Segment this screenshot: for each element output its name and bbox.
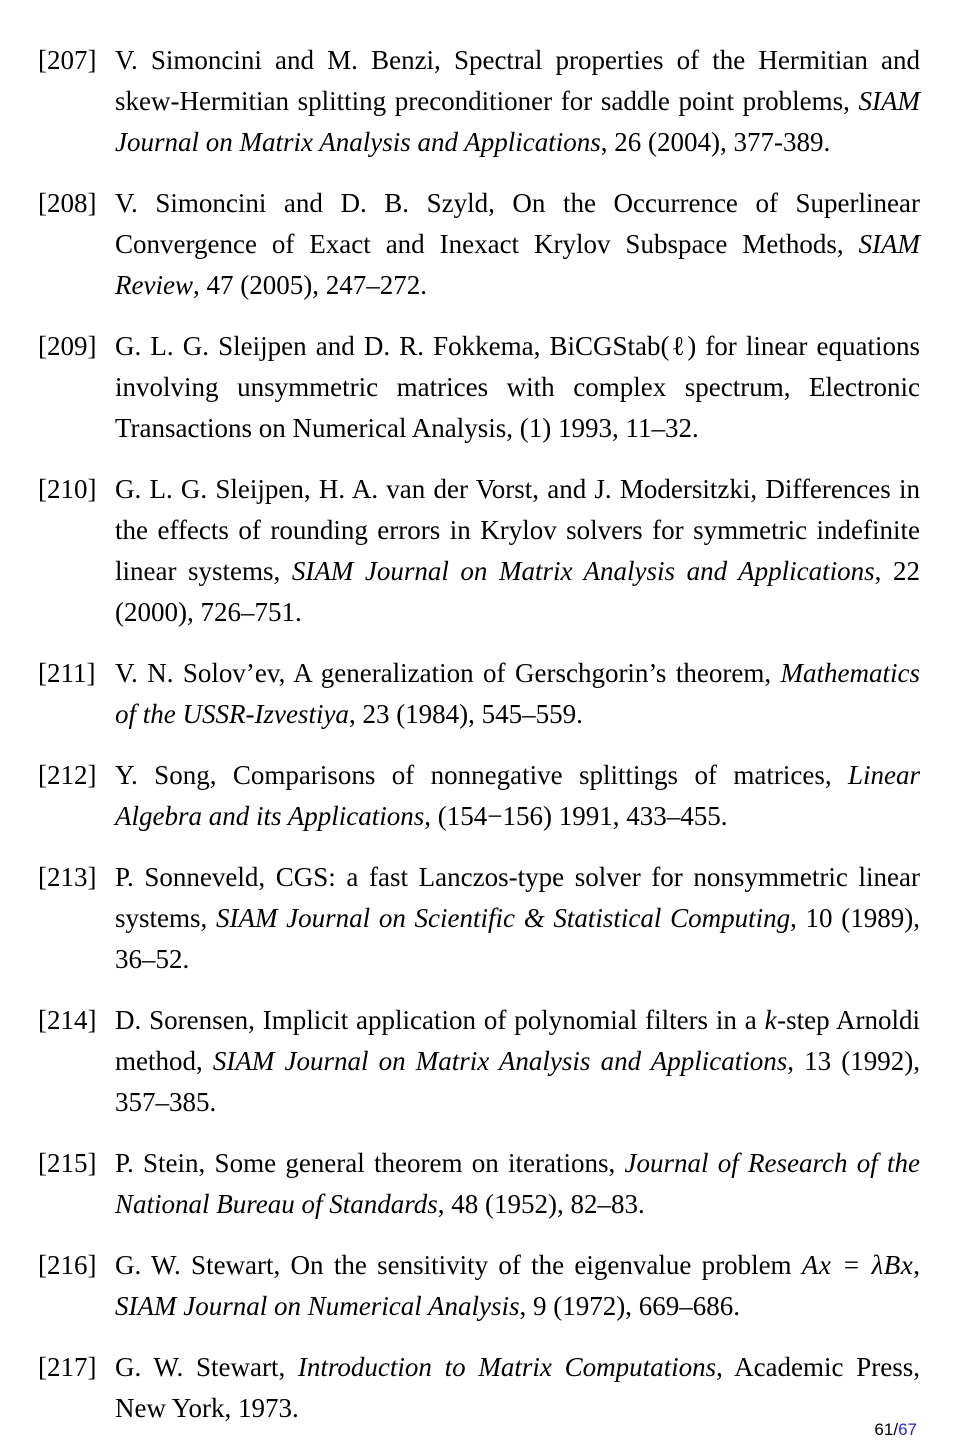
reference-item: [38, 1245, 920, 1327]
page-number-separator: /: [893, 1420, 899, 1439]
reference-text: G. W. Stewart, On the sensitivity of the eigenvalue problem Ax = λBx, SIAM Journal on Numerical Analysis, 9 (1972), 669–686.: [115, 1250, 920, 1321]
reference-text: V. Simoncini and M. Benzi, Spectral properties of the Hermitian and skew-Hermitian splitting preconditioner for saddle point problems, SIAM Journal on Matrix Analysis and Applications, 26 (2004), 377-389.: [115, 45, 920, 157]
reference-label: [211]: [38, 658, 96, 688]
page-indicator: [874, 1421, 917, 1438]
reference-text: P. Stein, Some general theorem on iterations, Journal of Research of the National Bureau of Standards, 48 (1952), 82–83.: [115, 1148, 920, 1219]
reference-item: [38, 1000, 920, 1123]
reference-item: [38, 653, 920, 735]
reference-label: [213]: [38, 862, 97, 892]
reference-text: D. Sorensen, Implicit application of polynomial filters in a k-step Arnoldi method, SIAM Journal on Matrix Analysis and Applications, 13 (1992), 357–385.: [115, 1005, 920, 1117]
reference-label: [212]: [38, 760, 97, 790]
reference-text: P. Sonneveld, CGS: a fast Lanczos-type solver for nonsymmetric linear systems, SIAM Journal on Scientific & Statistical Computing, 10 (1989), 36–52.: [115, 862, 920, 974]
reference-label: [217]: [38, 1352, 97, 1382]
reference-text: G. W. Stewart, Introduction to Matrix Computations, Academic Press, New York, 1973.: [115, 1352, 920, 1423]
reference-label: [207]: [38, 45, 97, 75]
reference-text: V. N. Solov’ev, A generalization of Gerschgorin’s theorem, Mathematics of the USSR-Izvestiya, 23 (1984), 545–559.: [115, 658, 920, 729]
reference-item: [38, 857, 920, 980]
reference-item: [38, 755, 920, 837]
reference-text: V. Simoncini and D. B. Szyld, On the Occurrence of Superlinear Convergence of Exact and Inexact Krylov Subspace Methods, SIAM Review, 47 (2005), 247–272.: [115, 188, 920, 300]
reference-item: [38, 469, 920, 633]
reference-item: [38, 183, 920, 306]
reference-text: G. L. G. Sleijpen and D. R. Fokkema, BiCGStab(ℓ) for linear equations involving unsymmetric matrices with complex spectrum, Electronic Transactions on Numerical Analysis, (1) 1993, 11–32.: [115, 331, 920, 443]
page-number-current: 61: [874, 1420, 894, 1439]
reference-item: [38, 1143, 920, 1225]
reference-label: [210]: [38, 474, 97, 504]
reference-label: [216]: [38, 1250, 97, 1280]
reference-label: [209]: [38, 331, 97, 361]
reference-label: [214]: [38, 1005, 97, 1035]
reference-item: [38, 40, 920, 163]
reference-item: [38, 326, 920, 449]
reference-label: [208]: [38, 188, 97, 218]
reference-item: [38, 1347, 920, 1429]
page-number-total: 67: [898, 1420, 917, 1439]
reference-text: Y. Song, Comparisons of nonnegative splittings of matrices, Linear Algebra and its Applications, (154−156) 1991, 433–455.: [115, 760, 920, 831]
reference-text: G. L. G. Sleijpen, H. A. van der Vorst, and J. Modersitzki, Differences in the effects of rounding errors in Krylov solvers for symmetric indefinite linear systems, SIAM Journal on Matrix Analysis and Applications, 22 (2000), 726–751.: [115, 474, 920, 627]
reference-label: [215]: [38, 1148, 97, 1178]
